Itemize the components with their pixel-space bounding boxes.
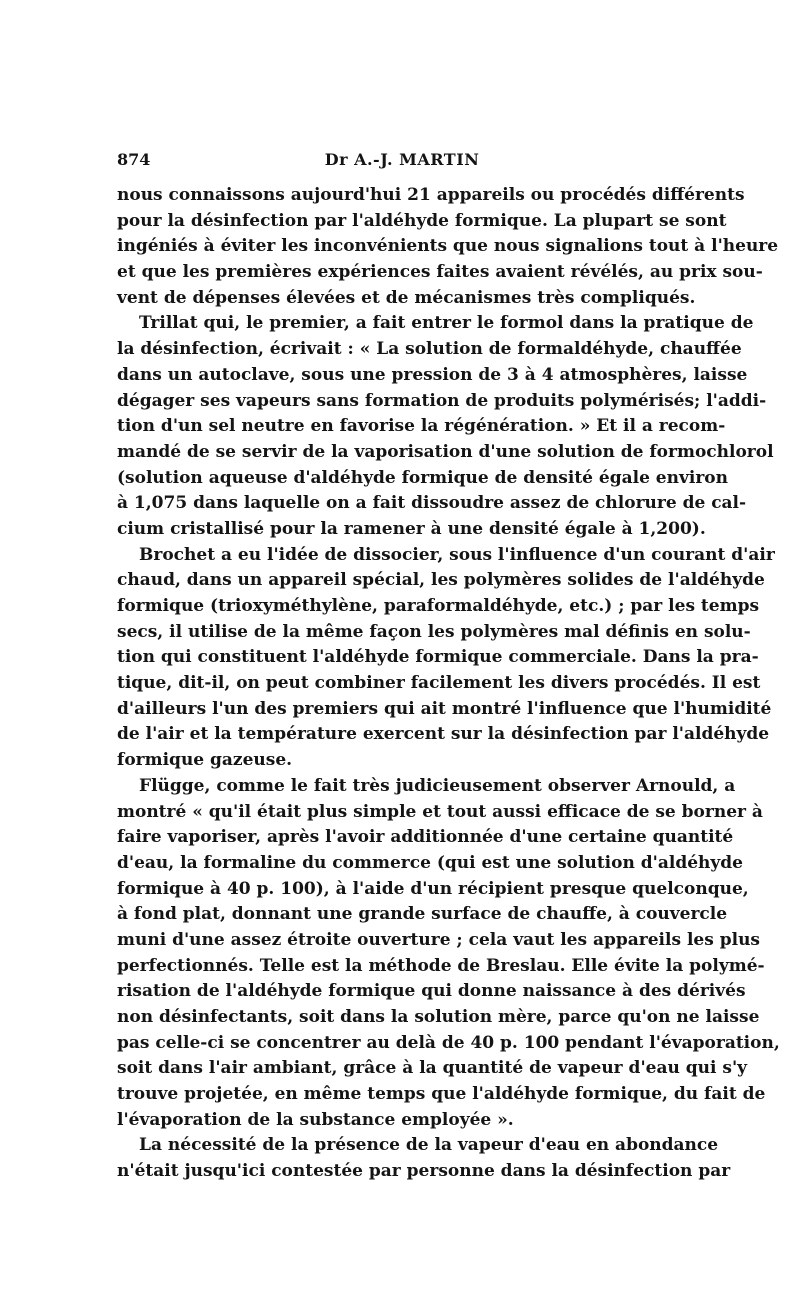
text-line: risation de l'aldéhyde formique qui donne naissance à des dérivés xyxy=(117,981,746,1002)
text-line: dans un autoclave, sous une pression de 3 à 4 atmosphères, laisse xyxy=(117,364,748,385)
running-head xyxy=(117,150,687,172)
text-line: tion d'un sel neutre en favorise la régénération. » Et il a recom- xyxy=(117,416,726,437)
running-title: Dr A.-J. MARTIN xyxy=(324,150,480,169)
text-line: Trillat qui, le premier, a fait entrer le formol dans la pratique de xyxy=(139,313,754,334)
text-line: muni d'une assez étroite ouverture ; cela vaut les appareils les plus xyxy=(117,929,760,950)
text-line: dégager ses vapeurs sans formation de produits polymérisés; l'addi- xyxy=(117,390,767,411)
text-line: pour la désinfection par l'aldéhyde formique. La plupart se sont xyxy=(117,210,727,231)
text-line: formique gazeuse. xyxy=(117,750,293,771)
text-line: pas celle-ci se concentrer au delà de 40 p. 100 pendant l'évaporation, xyxy=(117,1032,780,1053)
text-line: la désinfection, écrivait : « La solution de formaldéhyde, chauffée xyxy=(117,339,742,360)
text-line: à fond plat, donnant une grande surface de chauffe, à couvercle xyxy=(117,904,728,925)
text-line: d'eau, la formaline du commerce (qui est une solution d'aldéhyde xyxy=(117,852,743,873)
text-line: d'ailleurs l'un des premiers qui ait montré l'influence que l'humidité xyxy=(117,698,772,719)
text-line: Brochet a eu l'idée de dissocier, sous l'influence d'un courant d'air xyxy=(139,544,775,565)
text-line: chaud, dans un appareil spécial, les polymères solides de l'aldéhyde xyxy=(117,570,765,591)
text-line: Flügge, comme le fait très judicieusement observer Arnould, a xyxy=(139,775,736,796)
text-line: formique (trioxyméthylène, paraformaldéhyde, etc.) ; par les temps xyxy=(117,596,760,616)
text-line: (solution aqueuse d'aldéhyde formique de densité égale environ xyxy=(117,467,728,488)
text-line: montré « qu'il était plus simple et tout aussi efficace de se borner à xyxy=(117,801,763,822)
text-line: nous connaissons aujourd'hui 21 appareils ou procédés différents xyxy=(117,185,745,205)
text-line: La nécessité de la présence de la vapeur d'eau en abondance xyxy=(139,1135,719,1156)
text-line: vent de dépenses élevées et de mécanismes très compliqués. xyxy=(117,287,696,308)
text-line: secs, il utilise de la même façon les polymères mal définis en solu- xyxy=(117,621,751,642)
text-line: et que les premières expériences faites avaient révélés, au prix sou- xyxy=(117,262,763,283)
text-line: tique, dit-il, on peut combiner facilement les divers procédés. Il est xyxy=(117,673,761,694)
text-line: cium cristallisé pour la ramener à une densité égale à 1,200). xyxy=(117,518,706,539)
page-number: 874 xyxy=(117,150,151,169)
text-line: soit dans l'air ambiant, grâce à la quantité de vapeur d'eau qui s'y xyxy=(117,1058,748,1079)
text-line: trouve projetée, en même temps que l'aldéhyde formique, du fait de xyxy=(117,1084,766,1105)
text-line: n'était jusqu'ici contestée par personne dans la désinfection par xyxy=(117,1161,731,1182)
text-line: formique à 40 p. 100), à l'aide d'un récipient presque quelconque, xyxy=(117,878,749,899)
text-line: à 1,075 dans laquelle on a fait dissoudre assez de chlorure de cal- xyxy=(117,493,747,514)
text-line: tion qui constituent l'aldéhyde formique commerciale. Dans la pra- xyxy=(117,647,759,668)
text-line: non désinfectants, soit dans la solution mère, parce qu'on ne laisse xyxy=(117,1007,760,1027)
text-line: de l'air et la température exercent sur la désinfection par l'aldéhyde xyxy=(117,724,770,745)
text-line: ingéniés à éviter les inconvénients que nous signalions tout à l'heure xyxy=(117,236,779,257)
text-line: mandé de se servir de la vaporisation d'une solution de formochlorol xyxy=(117,441,774,462)
body-text xyxy=(117,183,780,1185)
text-line: l'évaporation de la substance employée ». xyxy=(117,1109,514,1130)
text-line: perfectionnés. Telle est la méthode de Breslau. Elle évite la polymé- xyxy=(117,955,765,976)
text-line: faire vaporiser, après l'avoir additionnée d'une certaine quantité xyxy=(117,827,734,848)
